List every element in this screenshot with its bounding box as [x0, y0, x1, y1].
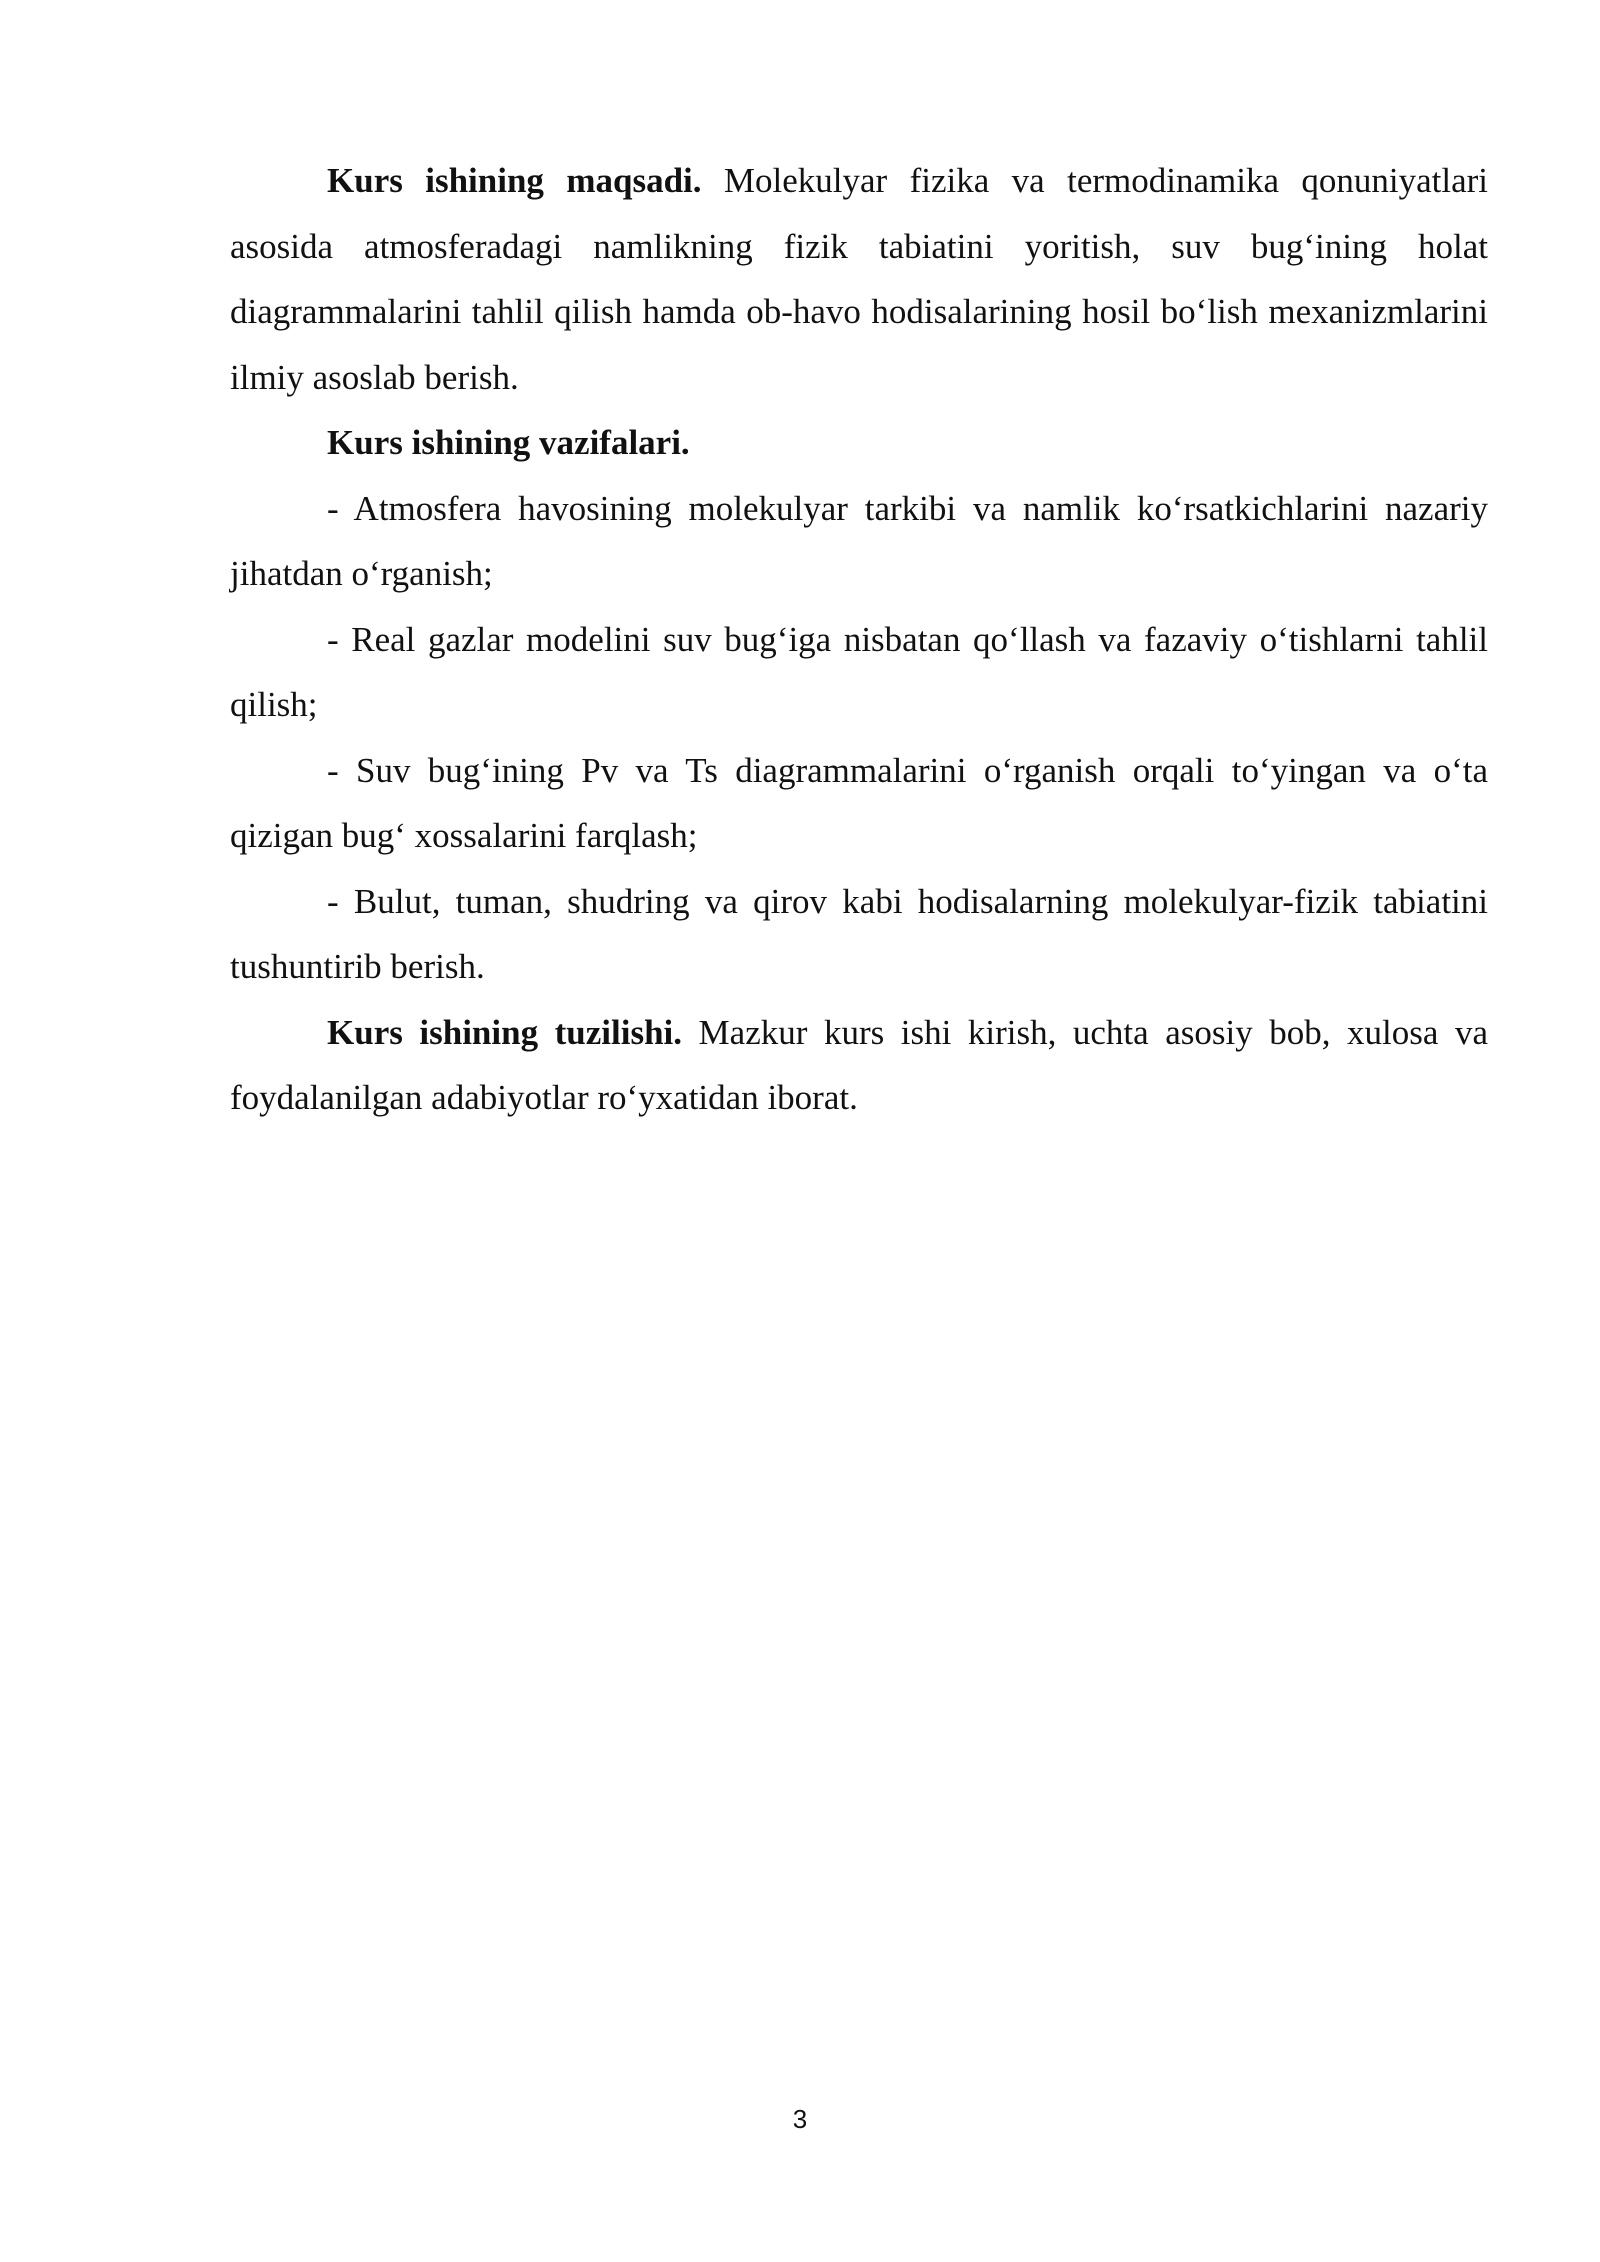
- document-body: [230, 148, 1488, 1131]
- task-item-2: - Real gazlar modelini suv bug‘iga nisbatan qo‘llash va fazaviy o‘tishlarni tahlil qilish;: [230, 619, 1488, 724]
- tasks-heading: Kurs ishining vazifalari.: [327, 423, 690, 462]
- goal-heading: Kurs ishining maqsadi.: [327, 161, 702, 200]
- page-number: 3: [792, 2104, 808, 2134]
- task-item-1: - Atmosfera havosining molekulyar tarkibi va namlik ko‘rsatkichlarini nazariy jihatdan o‘rganish;: [230, 488, 1488, 593]
- structure-paragraph: [230, 1000, 1488, 1131]
- goal-paragraph: [230, 148, 1488, 410]
- task-item-4: - Bulut, tuman, shudring va qirov kabi hodisalarning molekulyar-fizik tabiatini tushuntirib berish.: [230, 881, 1488, 986]
- structure-text: Mazkur kurs ishi kirish, uchta asosiy bob, xulosa va foydalanilgan adabiyotlar ro‘yxatidan iborat.: [230, 1012, 1489, 1117]
- structure-heading: Kurs ishining tuzilishi.: [327, 1012, 683, 1052]
- task-item-3: - Suv bug‘ining Pv va Ts diagrammalarini o‘rganish orqali to‘yingan va o‘ta qizigan bug‘ xossalarini farqlash;: [230, 750, 1488, 855]
- goal-text: Molekulyar fizika va termodinamika qonuniyatlari asosida atmosferadagi namlikning fizik tabiatini yoritish, suv bug‘ining holat diagrammalarini tahlil qilish hamda ob-havo hodisalarining hosil bo‘lish mexanizmlarini ilmiy asoslab berish.: [230, 161, 1488, 397]
